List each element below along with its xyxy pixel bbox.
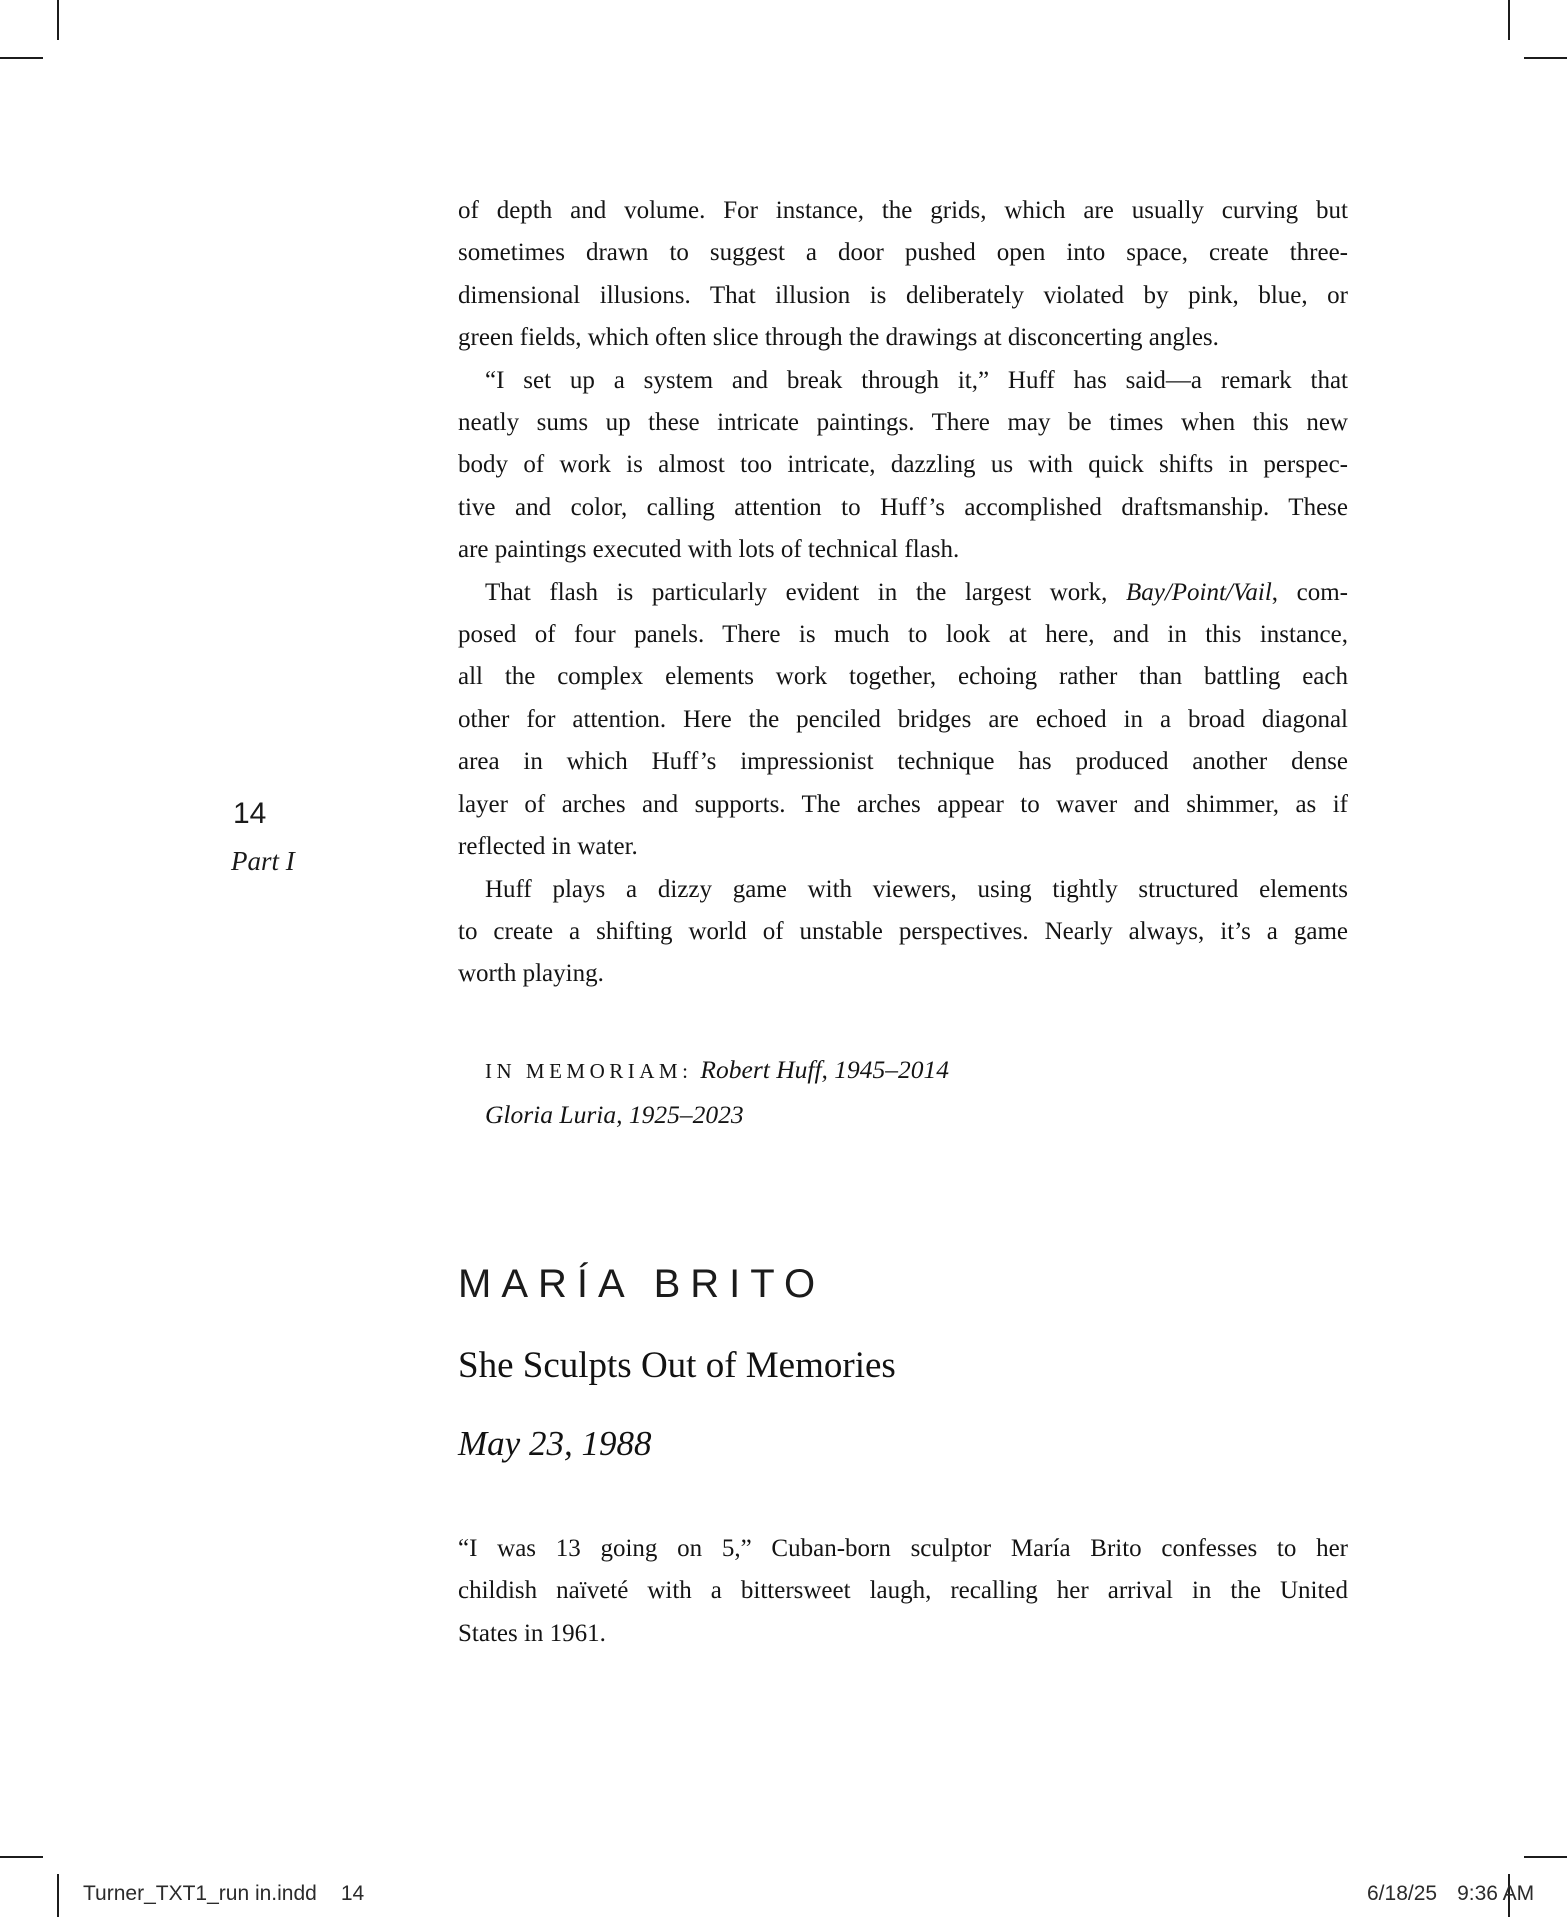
slug-date: 6/18/25: [1367, 1882, 1438, 1905]
huff-article-text: [458, 190, 1348, 996]
chapter-subtitle: She Sculpts Out of Memories: [458, 1345, 896, 1386]
slug-page-number: 14: [340, 1882, 365, 1905]
text-line: neatly sums up these intricate paintings. There may be times when this new: [458, 409, 1348, 437]
text-line: area in which Huff’s impressionist technique has produced another dense: [458, 748, 1348, 776]
slug-left: [83, 1882, 364, 1906]
in-memoriam-block: [485, 1048, 949, 1136]
text-line: States in 1961.: [458, 1619, 606, 1647]
text-line: all the complex elements work together, echoing rather than battling each: [458, 663, 1348, 691]
crop-mark-top-right-vertical: [1508, 0, 1510, 40]
crop-mark-bottom-left-vertical: [57, 1874, 59, 1917]
text-line: of depth and volume. For instance, the grids, which are usually curving but: [458, 197, 1348, 224]
text-line: childish naïveté with a bittersweet laugh, recalling her arrival in the United: [458, 1577, 1348, 1605]
slug-filename: Turner_TXT1_run in.indd: [83, 1882, 317, 1905]
crop-mark-bottom-right-horizontal: [1524, 1856, 1567, 1858]
text-line: to create a shifting world of unstable perspectives. Nearly always, it’s a game: [458, 917, 1348, 945]
text-line: reflected in water.: [458, 833, 638, 861]
text-line: dimensional illusions. That illusion is deliberately violated by pink, blue, or: [458, 281, 1348, 309]
crop-mark-bottom-left-horizontal: [0, 1856, 43, 1858]
text-line: worth playing.: [458, 960, 604, 988]
crop-mark-top-left-vertical: [57, 0, 59, 40]
in-memoriam-label: IN MEMORIAM:: [485, 1059, 693, 1083]
text-line: body of work is almost too intricate, dazzling us with quick shifts in perspec-: [458, 451, 1348, 479]
chapter-date: May 23, 1988: [458, 1424, 652, 1463]
crop-mark-top-right-horizontal: [1524, 57, 1567, 59]
slug-right: [1367, 1882, 1534, 1906]
part-label: Part I: [231, 846, 295, 876]
slug-time: 9:36 AM: [1457, 1882, 1535, 1905]
page-number: 14: [233, 797, 267, 830]
text-line: tive and color, calling attention to Huff’s accomplished draftsmanship. These: [458, 493, 1348, 521]
text-line: sometimes drawn to suggest a door pushed open into space, create three-: [458, 239, 1348, 267]
text-line: “I was 13 going on 5,” Cuban-born sculptor María Brito confesses to her: [458, 1535, 1348, 1562]
in-memoriam-entry-2: Gloria Luria, 1925–2023: [485, 1100, 744, 1129]
text-line: Huff plays a dizzy game with viewers, using tightly structured elements: [485, 875, 1348, 903]
text-line: other for attention. Here the penciled bridges are echoed in a broad diagonal: [458, 705, 1348, 733]
chapter-title: MARÍA BRITO: [458, 1262, 826, 1306]
text-line: That flash is particularly evident in the largest work, Bay/Point/Vail, com-: [485, 578, 1348, 606]
text-line: are paintings executed with lots of technical flash.: [458, 536, 960, 564]
text-line: green fields, which often slice through the drawings at disconcerting angles.: [458, 324, 1219, 352]
in-memoriam-entry-1: Robert Huff, 1945–2014: [700, 1055, 950, 1084]
brito-article-text: [458, 1528, 1348, 1655]
text-line: layer of arches and supports. The arches appear to waver and shimmer, as if: [458, 790, 1348, 818]
in-memoriam-line-1: [485, 1048, 949, 1093]
text-line: posed of four panels. There is much to look at here, and in this instance,: [458, 621, 1348, 649]
text-line: “I set up a system and break through it,” Huff has said—a remark that: [485, 366, 1348, 394]
crop-mark-top-left-horizontal: [0, 57, 43, 59]
